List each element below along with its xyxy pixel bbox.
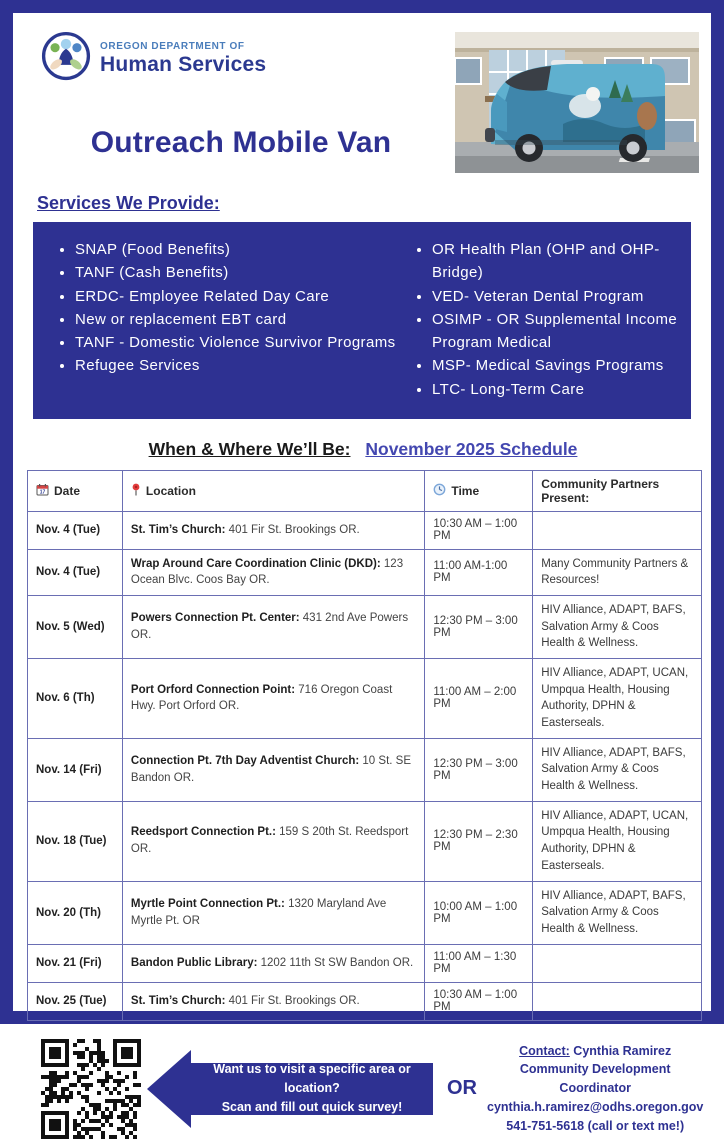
calendar-icon bbox=[36, 483, 49, 499]
time-cell: 12:30 PM – 2:30 PM bbox=[425, 801, 533, 881]
date-cell: Nov. 4 (Tue) bbox=[28, 549, 123, 595]
services-list-right bbox=[408, 238, 681, 401]
table-row bbox=[28, 944, 702, 982]
arrow-left-icon bbox=[147, 1050, 191, 1128]
or-label: OR bbox=[447, 1077, 477, 1100]
partners-cell bbox=[533, 944, 702, 982]
column-header-time: Time bbox=[425, 470, 533, 511]
location-cell: St. Tim’s Church: 401 Fir St. Brookings OR. bbox=[122, 511, 424, 549]
schedule-table-body bbox=[28, 511, 702, 1020]
table-row bbox=[28, 982, 702, 1020]
location-cell: Connection Pt. 7th Day Adventist Church: 10 St. SE Bandon OR. bbox=[122, 738, 424, 801]
column-header-location: Location bbox=[122, 470, 424, 511]
schedule-table bbox=[27, 470, 702, 1021]
time-cell: 10:30 AM – 1:00 PM bbox=[425, 982, 533, 1020]
schedule-heading-when: When & Where We’ll Be: bbox=[148, 438, 351, 459]
service-item: • VED- Veteran Dental Program bbox=[432, 285, 681, 308]
partners-cell: HIV Alliance, ADAPT, UCAN, Umpqua Health, Housing Authority, DPHN & Easterseals. bbox=[533, 801, 702, 881]
location-cell: Reedsport Connection Pt.: 159 S 20th St. Reedsport OR. bbox=[122, 801, 424, 881]
contact-phone: 541-751-5618 (call or text me!) bbox=[506, 1118, 685, 1133]
table-row bbox=[28, 881, 702, 944]
services-box bbox=[33, 222, 691, 419]
partners-cell: Many Community Partners & Resources! bbox=[533, 549, 702, 595]
date-cell: Nov. 6 (Th) bbox=[28, 659, 123, 739]
service-item: • OSIMP - OR Supplemental Income Program Medical bbox=[432, 308, 681, 355]
service-item: • TANF (Cash Benefits) bbox=[75, 261, 408, 284]
services-heading: Services We Provide: bbox=[37, 193, 220, 213]
time-cell: 11:00 AM-1:00 PM bbox=[425, 549, 533, 595]
odhs-logo bbox=[41, 31, 455, 86]
time-cell: 10:00 AM – 1:00 PM bbox=[425, 881, 533, 944]
contact-block bbox=[487, 1042, 703, 1136]
table-row bbox=[28, 659, 702, 739]
table-row bbox=[28, 596, 702, 659]
service-item: • OR Health Plan (OHP and OHP-Bridge) bbox=[432, 238, 681, 285]
table-row bbox=[28, 738, 702, 801]
column-header-date: 17 Date bbox=[28, 470, 123, 511]
service-item: • New or replacement EBT card bbox=[75, 308, 408, 331]
qr-code bbox=[41, 1039, 141, 1139]
location-cell: Powers Connection Pt. Center: 431 2nd Ave Powers OR. bbox=[122, 596, 424, 659]
time-cell: 12:30 PM – 3:00 PM bbox=[425, 596, 533, 659]
location-cell: Port Orford Connection Point: 716 Oregon Coast Hwy. Port Orford OR. bbox=[122, 659, 424, 739]
partners-cell: HIV Alliance, ADAPT, BAFS, Salvation Army & Coos Health & Wellness. bbox=[533, 596, 702, 659]
time-cell: 11:00 AM – 2:00 PM bbox=[425, 659, 533, 739]
service-item: • MSP- Medical Savings Programs bbox=[432, 354, 681, 377]
table-row bbox=[28, 549, 702, 595]
svg-text:17: 17 bbox=[39, 489, 46, 496]
service-item: • ERDC- Employee Related Day Care bbox=[75, 285, 408, 308]
footer bbox=[41, 1033, 704, 1145]
date-cell: Nov. 14 (Fri) bbox=[28, 738, 123, 801]
date-cell: Nov. 5 (Wed) bbox=[28, 596, 123, 659]
date-cell: Nov. 21 (Fri) bbox=[28, 944, 123, 982]
odhs-people-circle-logo-icon bbox=[41, 31, 91, 86]
logo-text-top: OREGON DEPARTMENT OF bbox=[100, 40, 245, 52]
schedule-heading bbox=[27, 439, 699, 460]
time-cell: 12:30 PM – 3:00 PM bbox=[425, 738, 533, 801]
service-item: • LTC- Long-Term Care bbox=[432, 378, 681, 401]
logo-text-bottom: Human Services bbox=[100, 52, 267, 76]
column-header-partners: Community Partners Present: bbox=[533, 470, 702, 511]
survey-prompt-line1: Want us to visit a specific area or location? bbox=[213, 1062, 411, 1096]
survey-arrow-callout bbox=[147, 1050, 433, 1128]
table-header-row bbox=[28, 470, 702, 511]
header bbox=[27, 25, 699, 187]
clock-icon bbox=[433, 483, 446, 499]
partners-cell: HIV Alliance, ADAPT, BAFS, Salvation Army & Coos Health & Wellness. bbox=[533, 738, 702, 801]
contact-name-line: Contact: Cynthia Ramirez bbox=[519, 1043, 672, 1058]
table-row bbox=[28, 511, 702, 549]
contact-email: cynthia.h.ramirez@odhs.oregon.gov bbox=[487, 1099, 704, 1114]
partners-cell: HIV Alliance, ADAPT, UCAN, Umpqua Health, Housing Authority, DPHN & Easterseals. bbox=[533, 659, 702, 739]
time-cell: 10:30 AM – 1:00 PM bbox=[425, 511, 533, 549]
partners-cell bbox=[533, 511, 702, 549]
outreach-van-photo bbox=[455, 32, 699, 178]
contact-role: Community Development Coordinator bbox=[519, 1062, 671, 1096]
location-cell: Myrtle Point Connection Pt.: 1320 Maryland Ave Myrtle Pt. OR bbox=[122, 881, 424, 944]
service-item: • SNAP (Food Benefits) bbox=[75, 238, 408, 261]
date-cell: Nov. 18 (Tue) bbox=[28, 801, 123, 881]
services-list-left bbox=[53, 238, 408, 401]
schedule-heading-month: November 2025 Schedule bbox=[365, 438, 578, 459]
location-cell: St. Tim’s Church: 401 Fir St. Brookings OR. bbox=[122, 982, 424, 1020]
survey-prompt-line2: Scan and fill out quick survey! bbox=[221, 1099, 403, 1114]
location-cell: Bandon Public Library: 1202 11th St SW Bandon OR. bbox=[122, 944, 424, 982]
service-item: • TANF - Domestic Violence Survivor Programs bbox=[75, 331, 408, 354]
date-cell: Nov. 4 (Tue) bbox=[28, 511, 123, 549]
page-title: Outreach Mobile Van bbox=[90, 126, 392, 159]
partners-cell bbox=[533, 982, 702, 1020]
map-pin-icon bbox=[131, 483, 141, 499]
table-row bbox=[28, 801, 702, 881]
date-cell: Nov. 25 (Tue) bbox=[28, 982, 123, 1020]
partners-cell: HIV Alliance, ADAPT, BAFS, Salvation Army & Coos Health & Wellness. bbox=[533, 881, 702, 944]
date-cell: Nov. 20 (Th) bbox=[28, 881, 123, 944]
location-cell: Wrap Around Care Coordination Clinic (DKD): 123 Ocean Blvc. Coos Bay OR. bbox=[122, 549, 424, 595]
service-item: • Refugee Services bbox=[75, 354, 408, 377]
time-cell: 11:00 AM – 1:30 PM bbox=[425, 944, 533, 982]
